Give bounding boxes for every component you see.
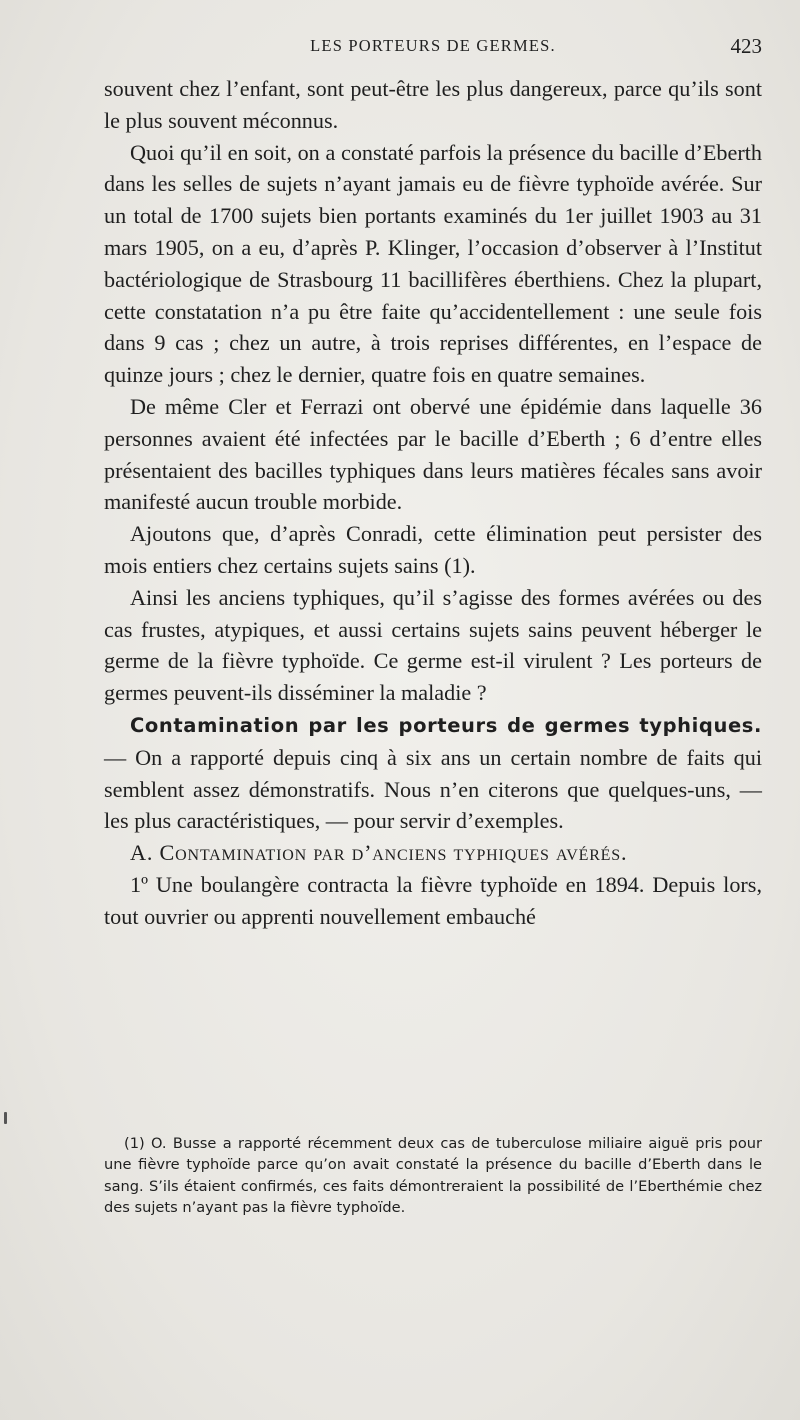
section-heading: Contamination par les porteurs de germes typhiques.: [130, 713, 762, 737]
paragraph-8: 1º Une boulangère contracta la fièvre typhoïde en 1894. Depuis lors, tout ouvrier ou apprenti nouvellement embauché: [104, 871, 762, 929]
paragraph-6-text: — On a rapporté depuis cinq à six ans un certain nombre de faits qui semblent assez démonstratifs. Nous n’en citerons que quelques-uns, — les plus caractéristiques, — pour servir d’exemples.: [104, 744, 762, 834]
subsection-heading: A. Contamination par d’anciens typhiques avérés.: [130, 840, 628, 866]
running-head: [104, 34, 762, 62]
paragraph-4: Ajoutons que, d’après Conradi, cette élimination peut persister des mois entiers chez certains sujets sains (1).: [104, 521, 762, 578]
paragraph-2: Quoi qu’il en soit, on a constaté parfois la présence du bacille d’Eberth dans les selles de sujets n’ayant jamais eu de fièvre typhoïde avérée. Sur un total de 1700 sujets bien portants examinés du 1er juillet 1903 au 31 mars 1905, on a eu, d’après P. Klinger, l’occasion d’observer à l’Institut bactériologique de Strasbourg 11 bacillifères éberthiens. Chez la plupart, cette constatation n’a pu être faite qu’accidentellement : une seule fois dans 9 cas ; chez un autre, à trois reprises différentes, en l’espace de quinze jours ; chez le dernier, quatre fois en quatre semaines.: [104, 139, 762, 388]
margin-mark: [4, 1112, 7, 1124]
paragraph-5: Ainsi les anciens typhiques, qu’il s’agisse des formes avérées ou des cas frustes, atypiques, et aussi certains sujets sains peuvent héberger le germe de la fièvre typhoïde. Ce germe est-il virulent ? Les porteurs de germes peuvent-ils disséminer la maladie ?: [104, 584, 762, 706]
paragraph-3: De même Cler et Ferrazi ont obervé une épidémie dans laquelle 36 personnes avaient été infectées par le bacille d’Eberth ; 6 d’entre elles présentaient des bacilles typhiques dans leurs matières fécales sans avoir manifesté aucun trouble morbide.: [104, 393, 762, 515]
footnote-text: (1) O. Busse a rapporté récemment deux cas de tuberculose miliaire aiguë pris pour une fièvre typhoïde parce qu’on avait constaté la présence du bacille d’Eberth dans le sang. S’ils étaient confirmés, ces faits démontreraient la possibilité de l’Eberthémie chez des sujets n’ayant pas la fièvre typhoïde.: [104, 1135, 762, 1217]
running-title: LES PORTEURS DE GERMES.: [310, 36, 556, 55]
paragraph-1: souvent chez l’enfant, sont peut-être les plus dangereux, parce qu’ils sont le plus souvent méconnus.: [104, 76, 762, 133]
footnote: [104, 1133, 762, 1219]
page-number: 423: [730, 34, 762, 58]
body-text: [104, 73, 762, 933]
paragraph-6: [104, 709, 762, 837]
